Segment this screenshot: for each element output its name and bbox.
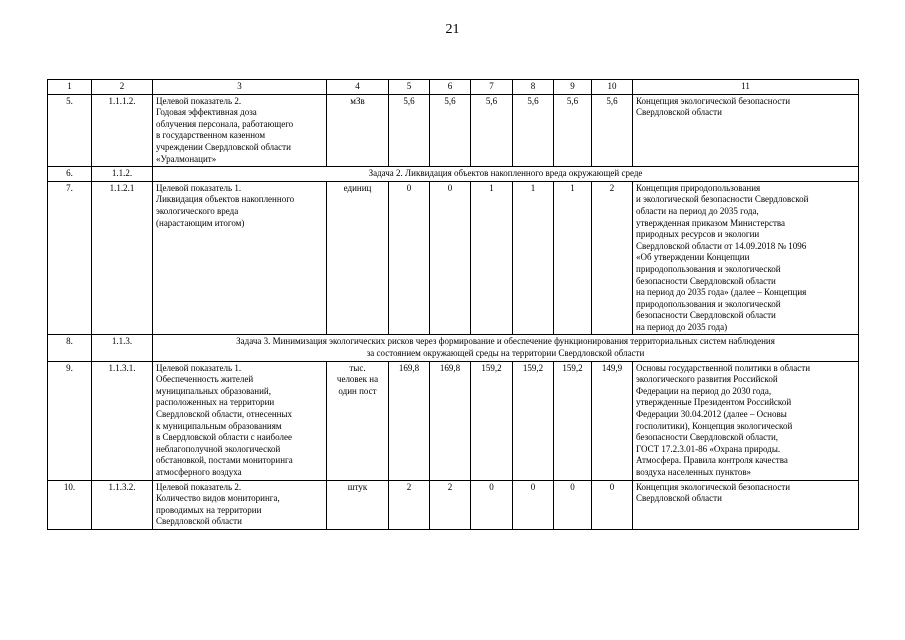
header-cell: 11	[633, 80, 859, 95]
task-title: Задача 3. Минимизация экологических рисков через формирование и обеспечение функционирования территориальных систем наблюдения за состоянием окружающей среды на территории Свердловской области	[153, 335, 859, 361]
value-cell: 2	[592, 181, 633, 335]
unit-cell: штук	[327, 480, 389, 529]
value-cell: 159,2	[471, 361, 513, 480]
value-cell: 169,8	[430, 361, 471, 480]
task-title: Задача 2. Ликвидация объектов накопленного вреда окружающей среде	[153, 167, 859, 182]
value-cell: 5,6	[389, 94, 430, 167]
header-cell: 8	[513, 80, 554, 95]
page-number: 21	[445, 22, 460, 37]
header-cell: 9	[554, 80, 592, 95]
header-cell: 10	[592, 80, 633, 95]
value-cell: 1	[471, 181, 513, 335]
value-cell: 0	[513, 480, 554, 529]
value-cell: 0	[471, 480, 513, 529]
task-row	[48, 335, 859, 361]
row-number: 5.	[48, 94, 92, 167]
row-number: 10.	[48, 480, 92, 529]
indicators-table	[47, 79, 859, 530]
header-cell: 6	[430, 80, 471, 95]
header-cell: 5	[389, 80, 430, 95]
row-code: 1.1.2.1	[92, 181, 153, 335]
table-row	[48, 480, 859, 529]
value-cell: 0	[592, 480, 633, 529]
header-cell: 2	[92, 80, 153, 95]
task-row	[48, 167, 859, 182]
indicator-cell: Целевой показатель 2. Количество видов мониторинга, проводимых на территории Свердловской области	[153, 480, 327, 529]
value-cell: 5,6	[471, 94, 513, 167]
header-cell: 7	[471, 80, 513, 95]
value-cell: 5,6	[592, 94, 633, 167]
source-cell: Основы государственной политики в области экологического развития Российской Федерации на период до 2030 года, утвержденные Президентом Российской Федерации 30.04.2012 (далее – Основы госполитики), Концепция экологической безопасности Свердловской области, ГОСТ 17.2.3.01-86 «Охрана природы. Атмосфера. Правила контроля качества воздуха населенных пунктов»	[633, 361, 859, 480]
row-number: 9.	[48, 361, 92, 480]
header-cell: 3	[153, 80, 327, 95]
row-code: 1.1.3.1.	[92, 361, 153, 480]
value-cell: 1	[513, 181, 554, 335]
row-code: 1.1.3.	[92, 335, 153, 361]
row-code: 1.1.3.2.	[92, 480, 153, 529]
value-cell: 0	[389, 181, 430, 335]
table-header-row	[48, 80, 859, 95]
source-cell: Концепция природопользования и экологической безопасности Свердловской области на период до 2035 года, утвержденная приказом Министерства природных ресурсов и экологии Свердловской области от 14.09.2018 № 1096 «Об утверждении Концепции природопользования и экологической безопасности Свердловской области на период до 2035 года» (далее – Концепция природопользования и экологической безопасности Свердловской области на период до 2035 года)	[633, 181, 859, 335]
value-cell: 5,6	[430, 94, 471, 167]
unit-cell: тыс. человек на один пост	[327, 361, 389, 480]
header-cell: 4	[327, 80, 389, 95]
row-number: 8.	[48, 335, 92, 361]
row-number: 6.	[48, 167, 92, 182]
value-cell: 169,8	[389, 361, 430, 480]
value-cell: 1	[554, 181, 592, 335]
value-cell: 159,2	[513, 361, 554, 480]
value-cell: 5,6	[554, 94, 592, 167]
indicator-cell: Целевой показатель 1. Обеспеченность жителей муниципальных образований, расположенных на территории Свердловской области, отнесенных к муниципальным образованиям в Свердловской области с наиболее неблагополучной экологической обстановкой, постами мониторинга атмосферного воздуха	[153, 361, 327, 480]
source-cell: Концепция экологической безопасности Свердловской области	[633, 480, 859, 529]
indicator-cell: Целевой показатель 2. Годовая эффективная доза облучения персонала, работающего в государственном казенном учреждении Свердловской области «Уралмонацит»	[153, 94, 327, 167]
unit-cell: единиц	[327, 181, 389, 335]
indicator-cell: Целевой показатель 1. Ликвидация объектов накопленного экологического вреда (нарастающим итогом)	[153, 181, 327, 335]
row-code: 1.1.1.2.	[92, 94, 153, 167]
value-cell: 2	[430, 480, 471, 529]
header-cell: 1	[48, 80, 92, 95]
row-number: 7.	[48, 181, 92, 335]
table-row	[48, 94, 859, 167]
value-cell: 0	[430, 181, 471, 335]
value-cell: 159,2	[554, 361, 592, 480]
unit-cell: мЗв	[327, 94, 389, 167]
value-cell: 149,9	[592, 361, 633, 480]
value-cell: 0	[554, 480, 592, 529]
value-cell: 5,6	[513, 94, 554, 167]
table-row	[48, 361, 859, 480]
source-cell: Концепция экологической безопасности Свердловской области	[633, 94, 859, 167]
table-row	[48, 181, 859, 335]
value-cell: 2	[389, 480, 430, 529]
row-code: 1.1.2.	[92, 167, 153, 182]
